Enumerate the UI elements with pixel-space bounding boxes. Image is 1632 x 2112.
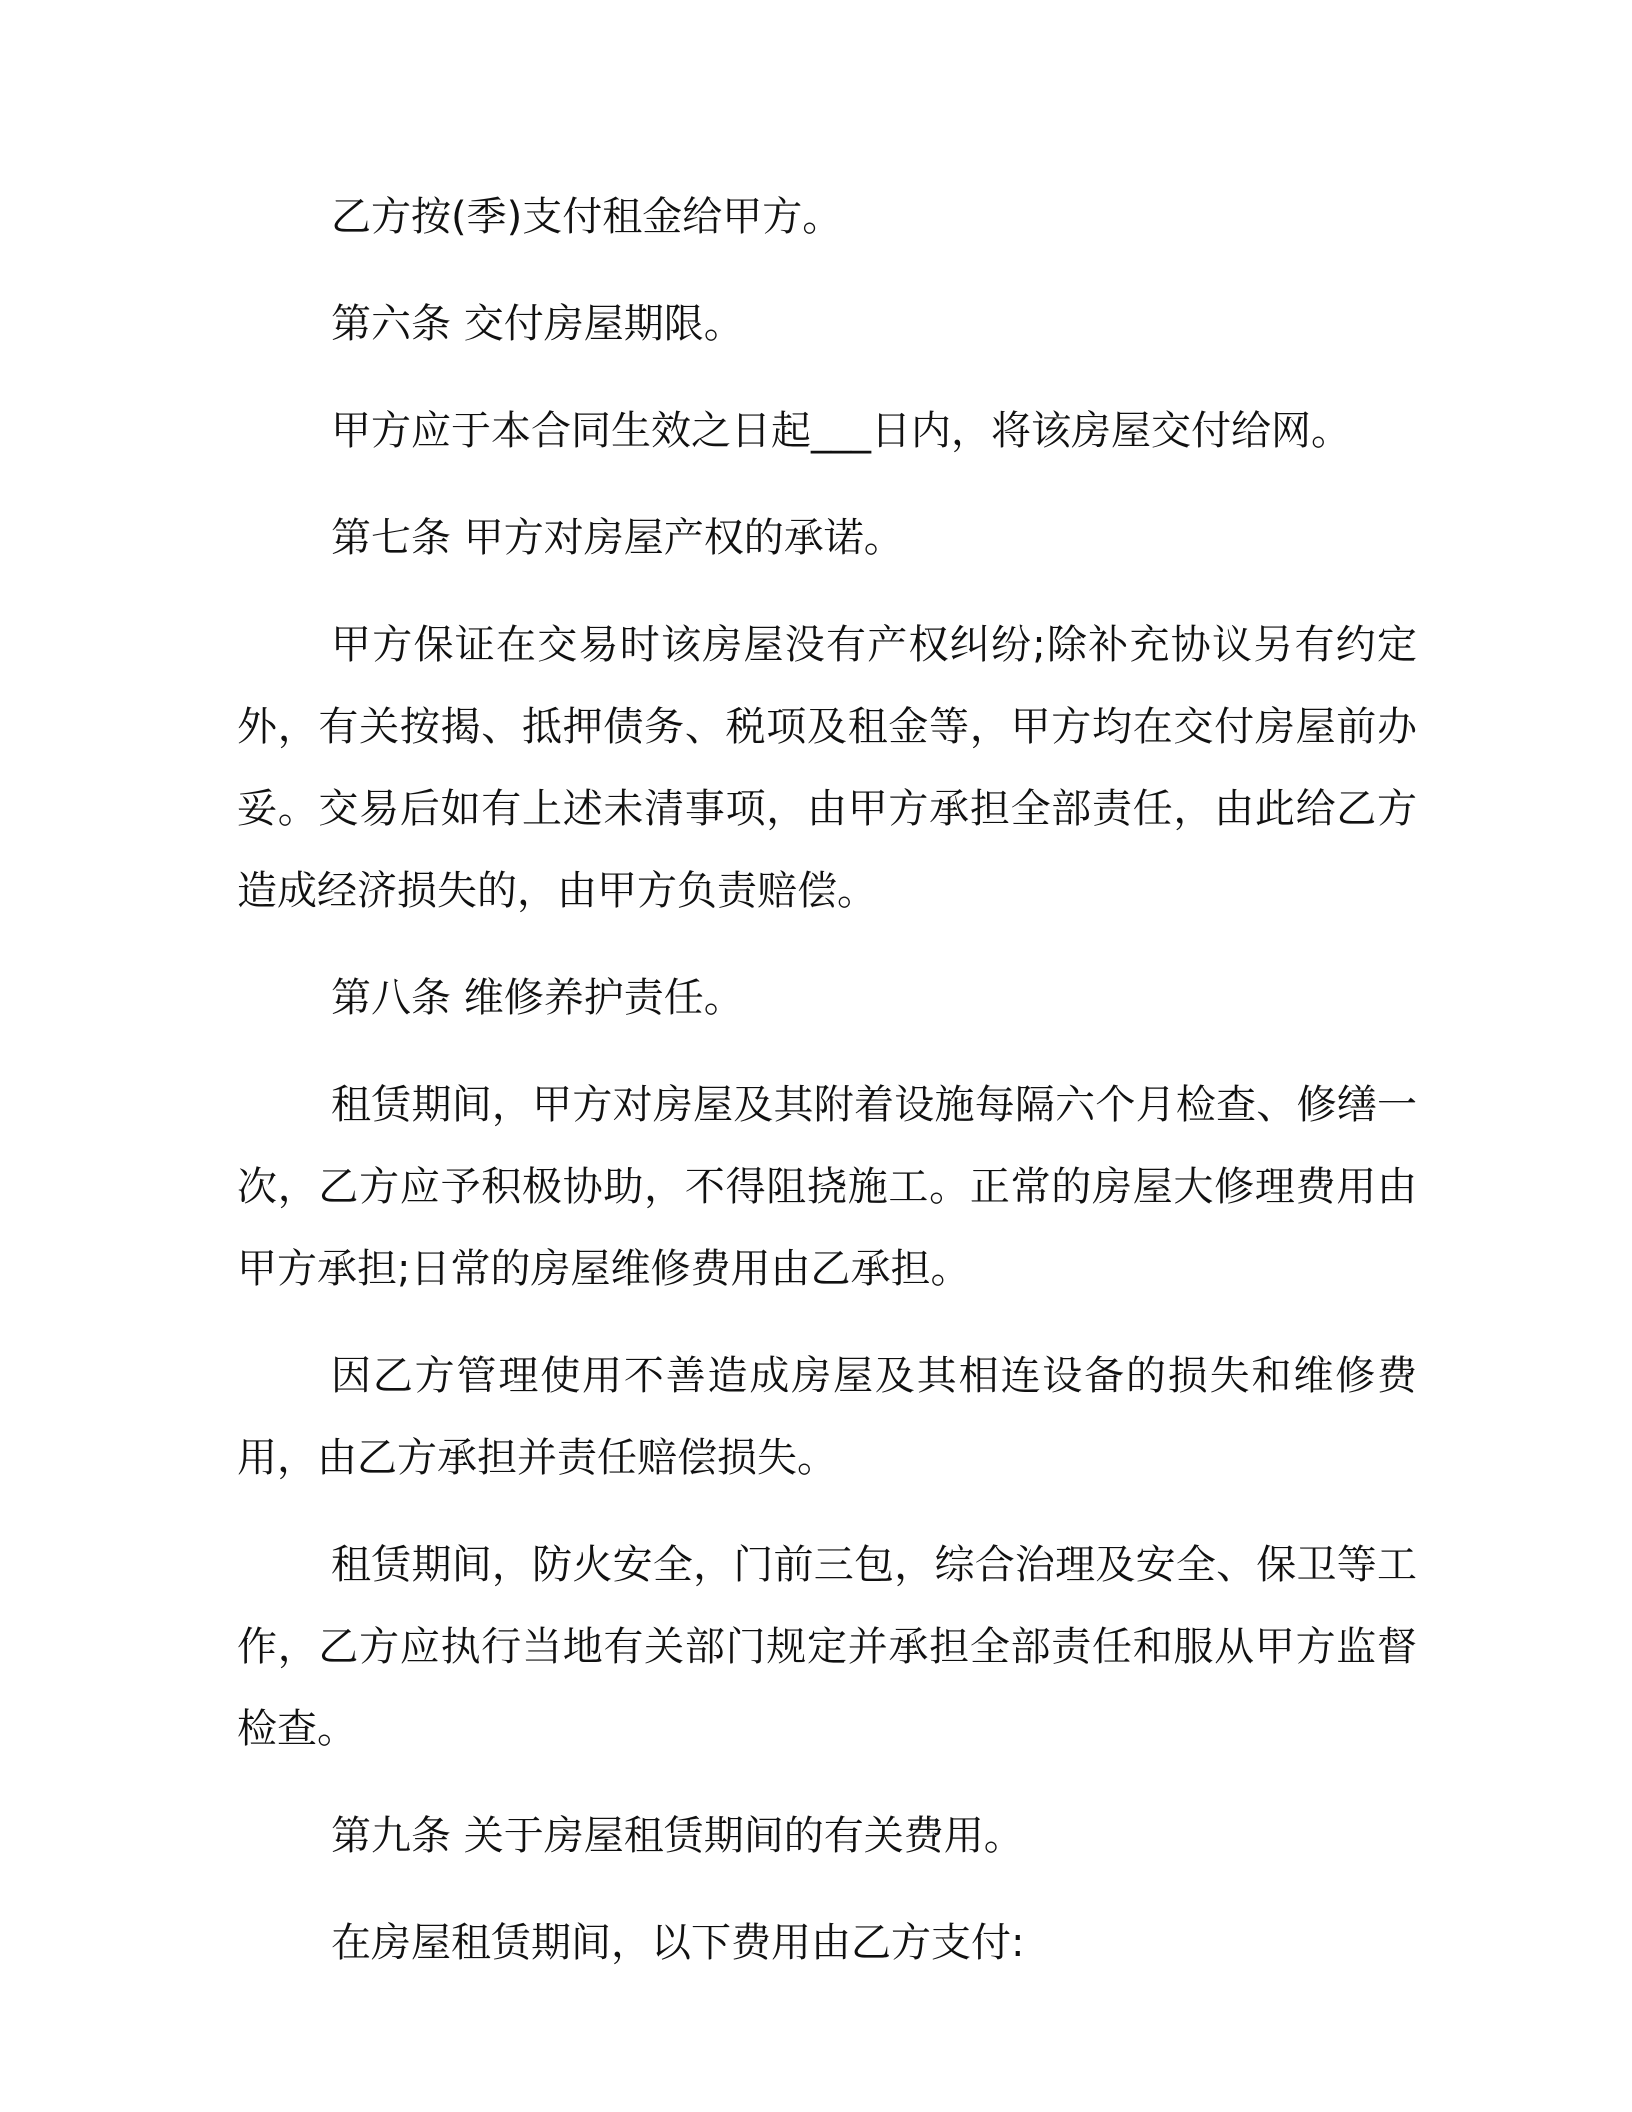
paragraph-property-rights: 甲方保证在交易时该房屋没有产权纠纷;除补充协议另有约定外，有关按揭、抵押债务、税项及租金等，甲方均在交付房屋前办妥。交易后如有上述未清事项，由甲方承担全部责任，由此给乙方造成经济损失的，由甲方负责赔偿。 [237,622,1417,914]
paragraph-tenant-liability: 因乙方管理使用不善造成房屋及其相连设备的损失和维修费用，由乙方承担并责任赔偿损失。 [237,1353,1417,1481]
paragraph-delivery-deadline: 甲方应于本合同生效之日起___日内，将该房屋交付给网。 [331,408,1351,454]
paragraph-payment-terms: 乙方按(季)支付租金给甲方。 [331,194,843,240]
paragraph-maintenance: 租赁期间，甲方对房屋及其附着设施每隔六个月检查、修缮一次，乙方应予积极协助，不得阻挠施工。正常的房屋大修理费用由甲方承担;日常的房屋维修费用由乙承担。 [237,1082,1417,1292]
paragraph-tenant-expenses: 在房屋租赁期间，以下费用由乙方支付: [331,1920,1025,1966]
document-body [237,176,1417,2009]
heading-article-7: 第七条 甲方对房屋产权的承诺。 [331,515,904,561]
paragraph-safety-duties: 租赁期间，防火安全，门前三包，综合治理及安全、保卫等工作，乙方应执行当地有关部门规定并承担全部责任和服从甲方监督检查。 [237,1542,1417,1752]
heading-article-6: 第六条 交付房屋期限。 [331,301,744,347]
heading-article-8: 第八条 维修养护责任。 [331,975,744,1021]
heading-article-9: 第九条 关于房屋租赁期间的有关费用。 [331,1813,1024,1859]
